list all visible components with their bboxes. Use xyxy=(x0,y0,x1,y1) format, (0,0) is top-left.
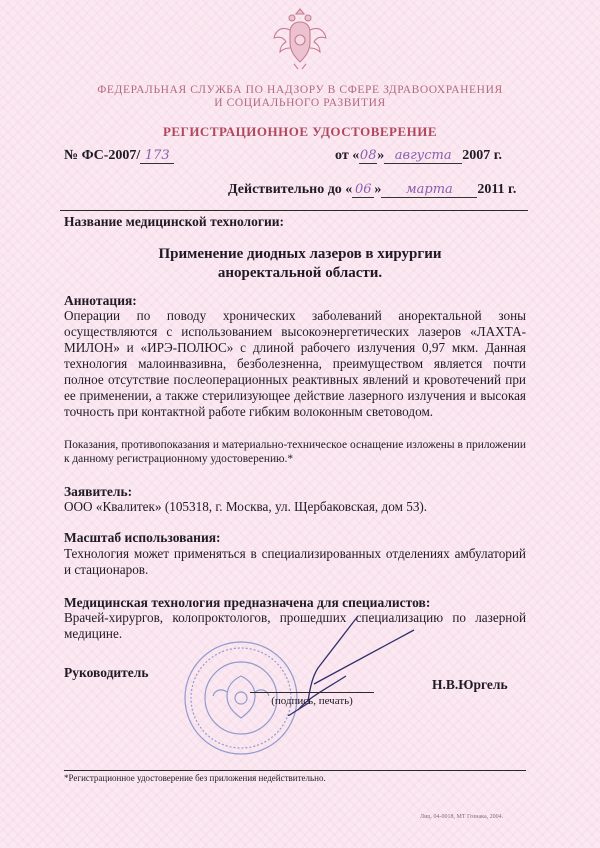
valid-month: марта xyxy=(381,182,477,198)
certificate-title: РЕГИСТРАЦИОННОЕ УДОСТОВЕРЕНИЕ xyxy=(162,124,438,139)
agency-line-2: И СОЦИАЛЬНОГО РАЗВИТИЯ xyxy=(214,97,386,109)
valid-label: Действительно до « xyxy=(228,182,353,197)
footnote: *Регистрационное удостоверение без приложения недействительно. xyxy=(64,773,326,783)
number-handwritten: 173 xyxy=(140,148,174,164)
print-info: Лиц. 04-0018, МТ Гознака, 2004. xyxy=(420,814,504,820)
top-divider xyxy=(60,210,528,211)
specialists-label: Медицинская технология предназначена для специалистов: xyxy=(64,595,431,610)
applicant-label: Заявитель: xyxy=(64,484,133,499)
technology-name xyxy=(90,245,510,283)
annotation-label: Аннотация: xyxy=(64,293,137,308)
valid-until xyxy=(228,182,516,198)
scope-text: Технология может применяться в специализированных отделениях амбулаторий и стационаров. xyxy=(64,546,526,577)
bottom-divider xyxy=(64,770,526,771)
specialists-text: Врачей-хирургов, колопроктологов, прошедших специализацию по лазерной медицине. xyxy=(64,610,526,641)
date-sep: » xyxy=(377,148,385,163)
valid-day: 06 xyxy=(352,182,374,198)
valid-year: 2011 г. xyxy=(477,182,517,197)
annotation-note: Показания, противопоказания и материально-техническое оснащение изложены в приложении к данному регистрационному удостоверению.* xyxy=(64,439,526,465)
signature-line xyxy=(250,692,374,693)
signature-role: Руководитель xyxy=(64,665,149,680)
scope-label: Масштаб использования: xyxy=(64,530,221,545)
date-year: 2007 г. xyxy=(462,148,502,163)
technology-name-line-1: Применение диодных лазеров в хирургии xyxy=(158,246,442,262)
issue-date xyxy=(335,148,502,164)
date-from-label: от « xyxy=(335,148,360,163)
certificate-number xyxy=(64,148,174,164)
applicant-text: ООО «Квалитек» (105318, г. Москва, ул. Щербаковская, дом 53). xyxy=(64,499,428,514)
annotation-text: Операции по поводу хронических заболеваний аноректальной зоны осуществляются с использованием высокоэнергетических лазеров «ЛАХТА-МИЛОН» и «ИРЭ-ПОЛЮС» с длиной рабочего излучения 0,97 мкм. Данная технология малоинвазивна, безболезненна, преимуществом является почти полное отсутствие послеоперационных реактивных явлений и кровотечений при ее применении, а также стерилизующее действие лазерного излучения и высокая точность при контактной работе гибким волоконным световодом. xyxy=(64,308,526,419)
technology-name-line-2: аноректальной области. xyxy=(217,265,383,281)
valid-sep: » xyxy=(374,182,382,197)
agency-line-1: ФЕДЕРАЛЬНАЯ СЛУЖБА ПО НАДЗОРУ В СФЕРЕ ЗДРАВООХРАНЕНИЯ xyxy=(97,84,503,96)
date-month: августа xyxy=(384,148,462,164)
signatory-name: Н.В.Юргель xyxy=(432,677,508,692)
signature-caption: (подпись, печать) xyxy=(271,695,353,707)
number-prefix: № ФС-2007/ xyxy=(64,148,141,163)
double-headed-eagle-emblem-icon xyxy=(272,8,328,70)
date-day: 08 xyxy=(359,148,377,163)
technology-label: Название медицинской технологии: xyxy=(64,214,285,229)
